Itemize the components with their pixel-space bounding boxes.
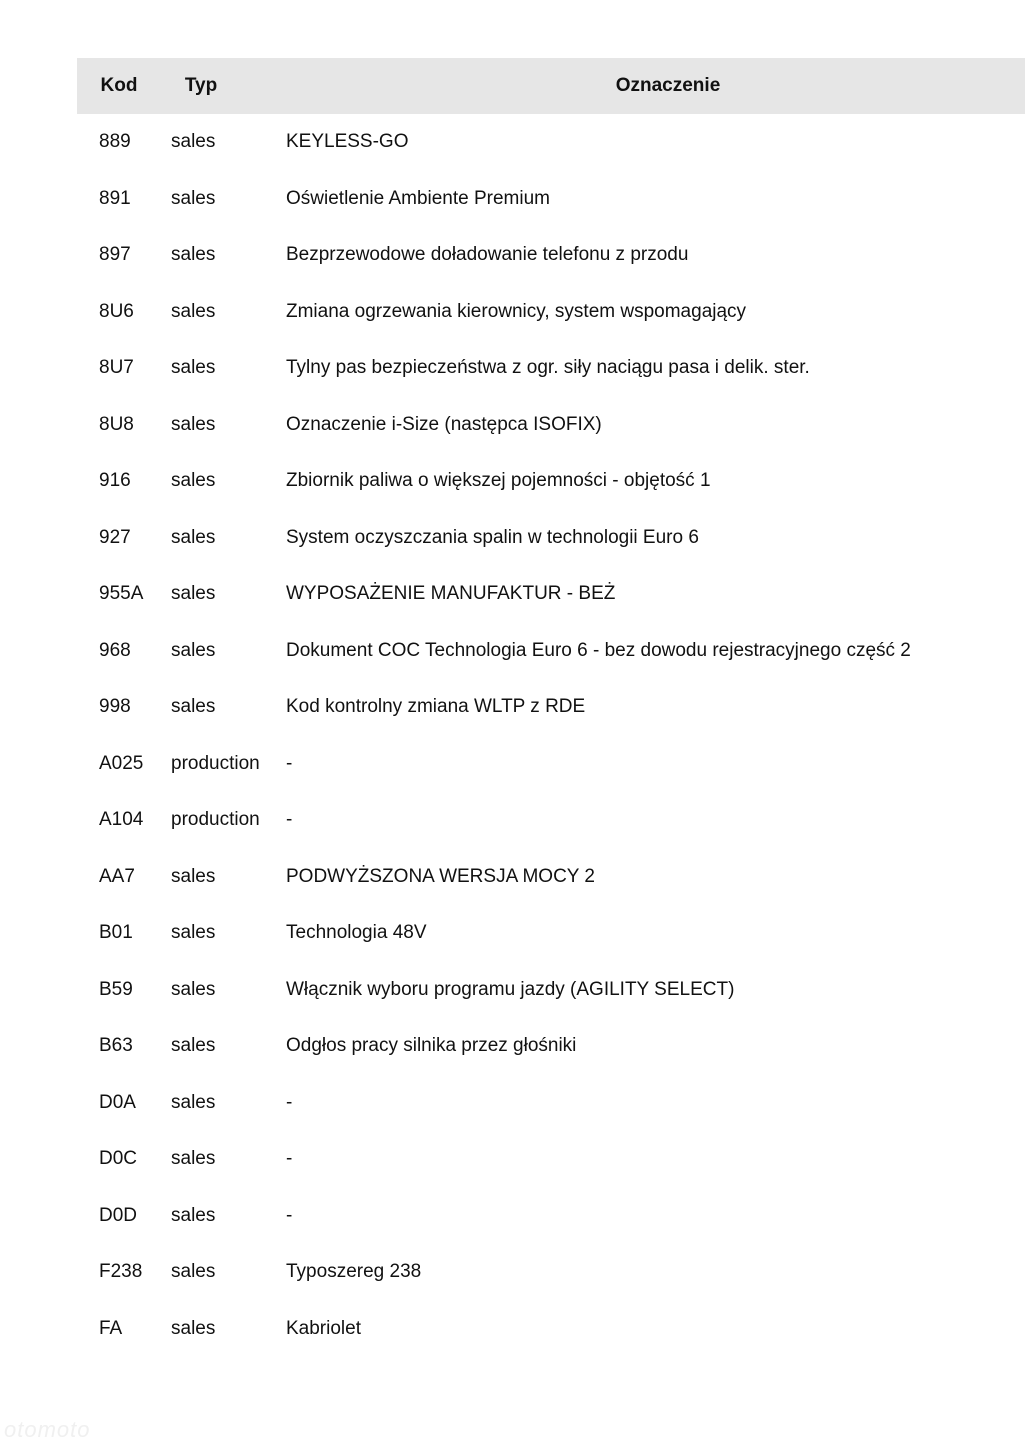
cell-typ: sales <box>171 1035 216 1057</box>
table-row <box>77 1131 1025 1188</box>
cell-typ: production <box>171 752 260 774</box>
table-row <box>77 1075 1025 1132</box>
cell-oznaczenie: - <box>286 1204 293 1226</box>
cell-oznaczenie: Kod kontrolny zmiana WLTP z RDE <box>286 696 586 718</box>
cell-kod: B01 <box>99 922 133 944</box>
table-row <box>77 623 1025 680</box>
table-row <box>77 284 1025 341</box>
cell-oznaczenie: WYPOSAŻENIE MANUFAKTUR - BEŻ <box>286 583 616 605</box>
cell-kod: D0D <box>99 1204 138 1226</box>
cell-kod: 8U7 <box>99 357 134 379</box>
cell-oznaczenie: Zmiana ogrzewania kierownicy, system wspomagający <box>286 300 747 322</box>
cell-typ: sales <box>171 865 216 887</box>
cell-oznaczenie: - <box>286 809 293 831</box>
table-row <box>77 1244 1025 1301</box>
cell-typ: sales <box>171 1261 216 1283</box>
cell-oznaczenie: - <box>286 1091 293 1113</box>
table-body <box>77 114 1025 1357</box>
cell-kod: F238 <box>99 1261 143 1283</box>
table-row <box>77 510 1025 567</box>
cell-kod: D0A <box>99 1091 136 1113</box>
cell-kod: B63 <box>99 1035 133 1057</box>
cell-oznaczenie: System oczyszczania spalin w technologii Euro 6 <box>286 526 699 548</box>
cell-kod: 968 <box>99 639 131 661</box>
cell-oznaczenie: Typoszereg 238 <box>286 1261 422 1283</box>
cell-oznaczenie: Oznaczenie i-Size (następca ISOFIX) <box>286 413 602 435</box>
table-row <box>77 227 1025 284</box>
cell-oznaczenie: PODWYŻSZONA WERSJA MOCY 2 <box>286 865 595 887</box>
table-header <box>77 58 1025 114</box>
cell-typ: sales <box>171 244 216 266</box>
table-row <box>77 566 1025 623</box>
equipment-code-table <box>77 58 1025 1357</box>
cell-oznaczenie: Tylny pas bezpieczeństwa z ogr. siły naciągu pasa i delik. ster. <box>286 357 810 379</box>
cell-kod: AA7 <box>99 865 135 887</box>
table-row <box>77 114 1025 171</box>
cell-kod: A104 <box>99 809 144 831</box>
cell-typ: sales <box>171 187 216 209</box>
cell-typ: sales <box>171 639 216 661</box>
cell-typ: sales <box>171 696 216 718</box>
table-row <box>77 792 1025 849</box>
cell-oznaczenie: Włącznik wyboru programu jazdy (AGILITY SELECT) <box>286 978 735 1000</box>
cell-typ: sales <box>171 413 216 435</box>
table-row <box>77 679 1025 736</box>
cell-kod: 8U8 <box>99 413 134 435</box>
column-header-oznaczenie: Oznaczenie <box>615 75 721 96</box>
cell-typ: sales <box>171 583 216 605</box>
cell-typ: sales <box>171 357 216 379</box>
cell-kod: 889 <box>99 131 131 153</box>
cell-kod: 927 <box>99 526 131 548</box>
column-header-typ: Typ <box>184 75 218 96</box>
cell-kod: A025 <box>99 752 144 774</box>
cell-typ: sales <box>171 978 216 1000</box>
cell-kod: 998 <box>99 696 131 718</box>
cell-kod: D0C <box>99 1148 138 1170</box>
cell-kod: B59 <box>99 978 133 1000</box>
cell-oznaczenie: - <box>286 752 293 774</box>
table-row <box>77 849 1025 906</box>
table-row <box>77 1018 1025 1075</box>
table-row <box>77 340 1025 397</box>
column-header-kod: Kod <box>100 75 138 96</box>
table-row <box>77 1188 1025 1245</box>
cell-typ: sales <box>171 526 216 548</box>
table-row <box>77 453 1025 510</box>
cell-typ: sales <box>171 1091 216 1113</box>
cell-kod: 916 <box>99 470 131 492</box>
table-row <box>77 962 1025 1019</box>
table-row <box>77 171 1025 228</box>
cell-kod: FA <box>99 1317 123 1339</box>
cell-oznaczenie: Technologia 48V <box>286 922 427 944</box>
cell-oznaczenie: - <box>286 1148 293 1170</box>
cell-oznaczenie: Oświetlenie Ambiente Premium <box>286 187 550 209</box>
cell-typ: sales <box>171 1317 216 1339</box>
cell-typ: production <box>171 809 260 831</box>
cell-kod: 955A <box>99 583 144 605</box>
cell-typ: sales <box>171 131 216 153</box>
cell-oznaczenie: KEYLESS-GO <box>286 131 409 153</box>
table-row <box>77 397 1025 454</box>
cell-typ: sales <box>171 1148 216 1170</box>
cell-oznaczenie: Kabriolet <box>286 1317 361 1339</box>
cell-kod: 8U6 <box>99 300 134 322</box>
cell-typ: sales <box>171 1204 216 1226</box>
cell-kod: 897 <box>99 244 131 266</box>
watermark-logo: otomoto <box>4 1417 91 1442</box>
cell-oznaczenie: Odgłos pracy silnika przez głośniki <box>286 1035 577 1057</box>
cell-typ: sales <box>171 922 216 944</box>
table-row <box>77 905 1025 962</box>
table-row <box>77 736 1025 793</box>
cell-oznaczenie: Dokument COC Technologia Euro 6 - bez dowodu rejestracyjnego część 2 <box>286 639 911 661</box>
cell-kod: 891 <box>99 187 131 209</box>
table-row <box>77 1301 1025 1358</box>
cell-typ: sales <box>171 470 216 492</box>
cell-oznaczenie: Bezprzewodowe doładowanie telefonu z przodu <box>286 244 689 266</box>
cell-typ: sales <box>171 300 216 322</box>
cell-oznaczenie: Zbiornik paliwa o większej pojemności - objętość 1 <box>286 470 711 492</box>
